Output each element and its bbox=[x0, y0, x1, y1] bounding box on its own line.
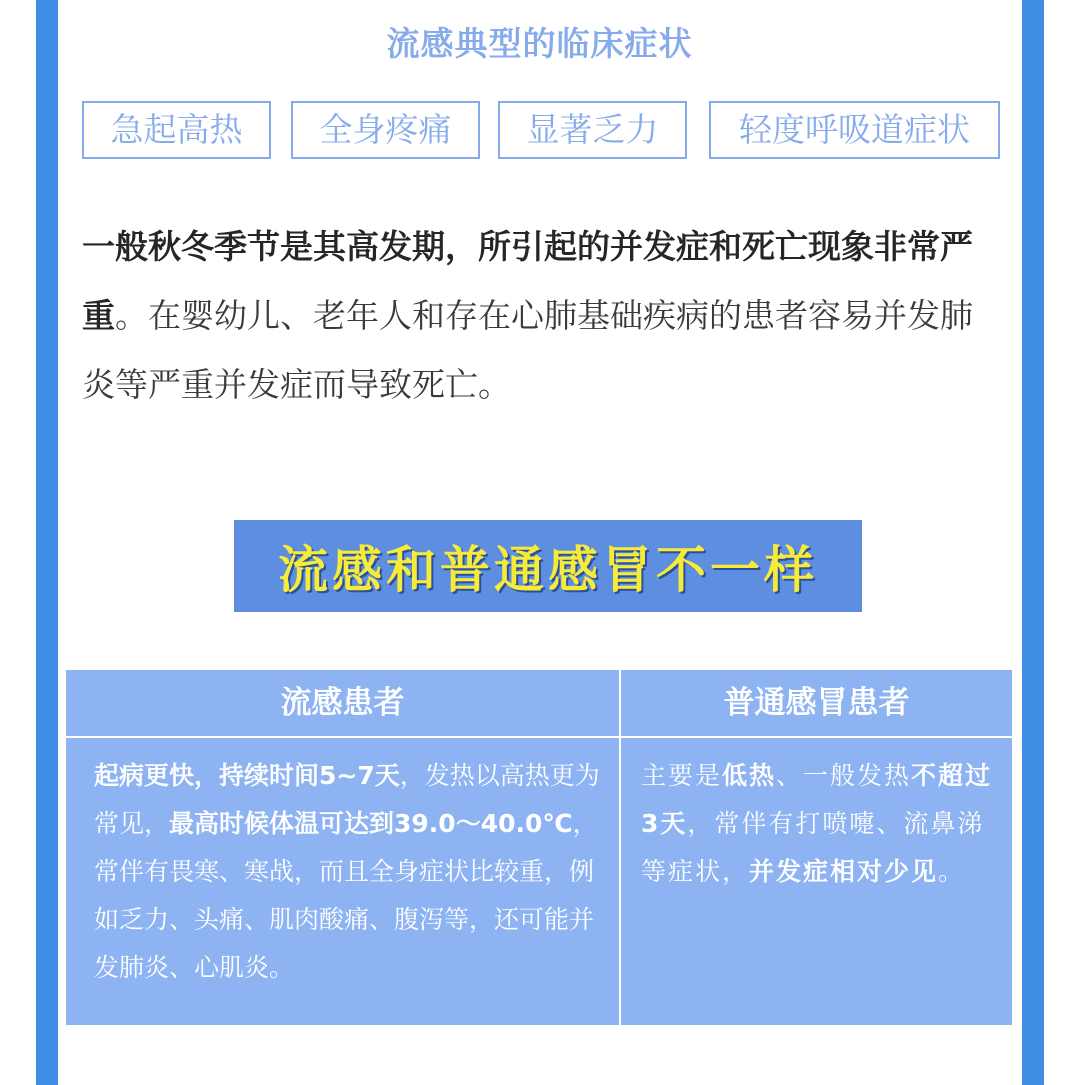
cold-text: 。 bbox=[938, 857, 966, 886]
cold-text: 主要是 bbox=[641, 761, 723, 790]
intro-paragraph bbox=[82, 212, 1002, 419]
flu-text: ，发热以高热更为常见， bbox=[94, 761, 600, 838]
banner-title: 流感和普通感冒不一样 bbox=[278, 541, 818, 599]
comparison-banner bbox=[234, 520, 862, 612]
section-title: 流感典型的临床症状 bbox=[386, 24, 693, 63]
comparison-table bbox=[66, 670, 1012, 1025]
flu-description bbox=[94, 752, 602, 992]
paragraph-rest: 。在婴幼儿、老年人和存在心肺基础疾病的患者容易并发肺炎等严重并发症而导致死亡。 bbox=[82, 296, 973, 404]
flu-text: ，常伴有畏寒、寒战，而且全身症状比较重，例如乏力、头痛、肌肉酸痛、腹泻等，还可能并发肺炎、心肌炎。 bbox=[94, 809, 598, 982]
symptom-tag: 显著乏力 bbox=[498, 101, 687, 159]
paragraph-bold-lead: 一般秋冬季节是其高发期，所引起的并发症和死亡现象非常严重 bbox=[82, 227, 973, 335]
cold-text: 、一般发热 bbox=[776, 761, 912, 790]
cold-column-header: 普通感冒患者 bbox=[723, 685, 910, 721]
flu-column-header: 流感患者 bbox=[280, 685, 405, 721]
cold-text-bold: 并发症相对少见 bbox=[749, 857, 939, 886]
flu-text-bold: 起病更快，持续时间5~7天 bbox=[94, 761, 400, 790]
symptom-tag: 轻度呼吸道症状 bbox=[709, 101, 1000, 159]
cold-text: ，常伴有打喷嚏、流鼻涕等症状， bbox=[641, 809, 985, 886]
cold-description bbox=[641, 752, 993, 896]
header-divider bbox=[66, 736, 1012, 738]
left-border-bar bbox=[36, 0, 58, 1085]
cold-text-bold: 不超过3天 bbox=[641, 761, 993, 838]
symptom-tag: 急起高热 bbox=[82, 101, 271, 159]
flu-text-bold: 最高时候体温可达到39.0～40.0℃ bbox=[169, 809, 573, 838]
column-divider bbox=[619, 670, 621, 1025]
cold-text-bold: 低热 bbox=[722, 761, 777, 790]
right-border-bar bbox=[1022, 0, 1044, 1085]
symptom-tags bbox=[82, 101, 1002, 159]
symptom-tag: 全身疼痛 bbox=[291, 101, 480, 159]
